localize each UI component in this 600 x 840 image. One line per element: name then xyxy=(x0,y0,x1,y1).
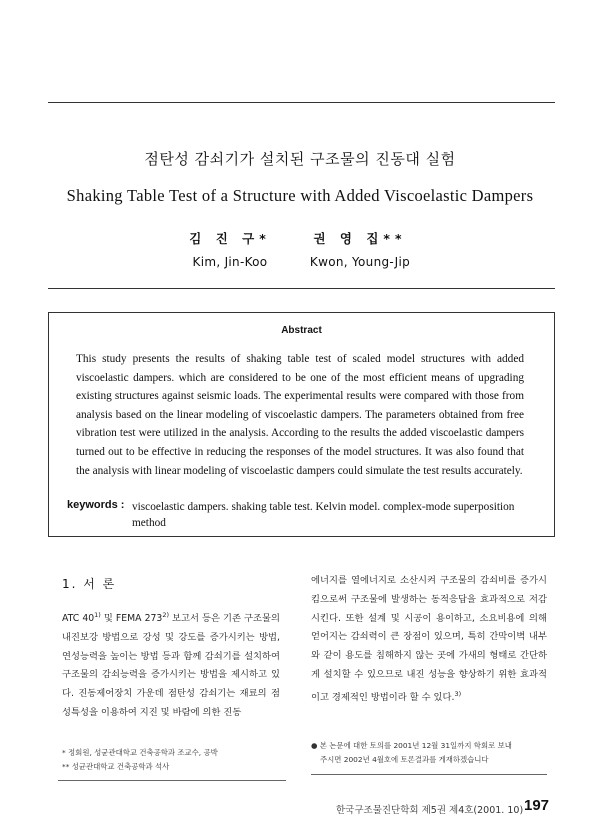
title-korean: 점탄성 감쇠기가 설치된 구조물의 진동대 실험 xyxy=(144,150,456,168)
right-column-text xyxy=(311,572,547,708)
ref-sup-2: 2) xyxy=(162,611,169,619)
abstract-box xyxy=(48,312,555,537)
footnotes-left xyxy=(62,746,286,774)
author-2-korean: 권 영 집** xyxy=(313,231,407,246)
footnote-rule-right xyxy=(311,774,547,775)
left-column-text xyxy=(62,606,280,723)
ref-sup-1: 1) xyxy=(94,611,101,619)
footnotes-right xyxy=(311,739,547,767)
footnote-discussion-2: 주시면 2002년 4월호에 토론결과를 게재하겠습니다 xyxy=(320,755,489,764)
left-lead: ATC 40 xyxy=(62,613,95,625)
footnote-author-1: * 정회원, 성균관대학교 건축공학과 조교수, 공박 xyxy=(62,748,218,757)
section-heading: 1. 서 론 xyxy=(62,577,117,591)
left-mid: 및 FEMA 273 xyxy=(100,613,163,625)
keywords-text: viscoelastic dampers. shaking table test. Kelvin model. complex-mode superposition method xyxy=(132,501,515,529)
author-2 xyxy=(295,229,425,269)
author-rule xyxy=(48,288,555,289)
abstract-heading: Abstract xyxy=(281,325,322,336)
journal-info: 한국구조물진단학회 제5권 제4호(2001. 10) xyxy=(336,805,524,816)
author-1-english: Kim, Jin-Koo xyxy=(192,255,268,269)
footnote-rule-left xyxy=(58,780,286,781)
title-english: Shaking Table Test of a Structure with Added Viscoelastic Dampers xyxy=(66,186,534,205)
top-rule xyxy=(48,102,555,103)
right-text: 에너지를 열에너지로 소산시켜 구조물의 감쇠비를 증가시킴으로써 구조물에 발생하는 동적응답을 효과적으로 저감시킨다. 또한 설계 및 시공이 용이하고, 소요비용에 의해 얻어지는 감쇠력이 큰 장점이 있으며, 특히 간막이벽 내부와 같이 용도를 침해하지 않는 곳에 가새의 형태로 간단하게 설치할 수 있으므로 내진 성능을 향상하기 위한 효과적이고 경제적인 방법이라 할 수 있다. xyxy=(311,575,547,703)
ref-sup-3: 3) xyxy=(454,689,462,698)
footnote-discussion-1: ● 본 논문에 대한 토의를 2001년 12월 31일까지 학회로 보내 xyxy=(311,741,512,750)
left-rest: 보고서 등은 기존 구조물의 내진보강 방법으로 강성 및 강도를 증가시키는 방법, 연성능력을 높이는 방법 등과 함께 감쇠기를 설치하여 구조물의 감쇠능력을 증가시키는 방법을 제시하고 있다. 진동제어장치 가운데 점탄성 감쇠기는 재료의 점성특성을 이용하여 지진 및 바람에 의한 진동 xyxy=(62,613,280,719)
abstract-text: This study presents the results of shaking table test of scaled model structures with added viscoelastic dampers. which are considered to be one of the most efficient means of upgrading existing structures against seismic loads. The experimental results were compared with those from analysis based on the linear modeling of viscoelastic dampers. The parameters obtained from free vibration test were utilized in the analysis. According to the results the added viscoelastic dampers turned out to be effective in reducing the responses of the model structures. It was also found that the analysis with linear modeling of viscoelastic dampers could simulate the test results accurately. xyxy=(76,353,524,477)
author-1 xyxy=(170,229,290,269)
author-2-english: Kwon, Young-Jip xyxy=(309,255,411,269)
author-1-korean: 김 진 구* xyxy=(189,231,271,246)
keywords-label: keywords : xyxy=(67,499,125,511)
footnote-author-2: ** 성균관대학교 건축공학과 석사 xyxy=(62,762,170,771)
page-number: 197 xyxy=(524,797,550,814)
